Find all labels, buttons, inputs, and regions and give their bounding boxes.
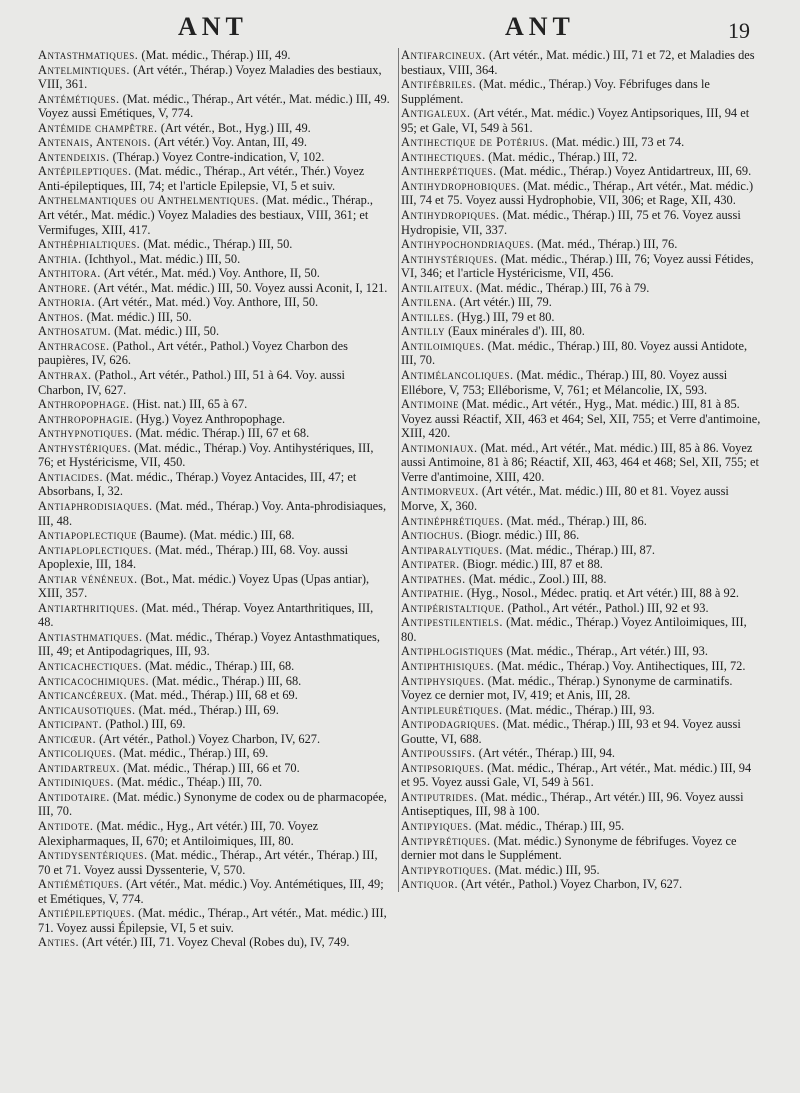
index-entry xyxy=(401,397,763,441)
index-entry xyxy=(38,397,390,412)
entry-headword: Antépileptiques. xyxy=(38,164,132,179)
index-entry xyxy=(38,193,390,237)
entry-body: (Mat. médic.) III, 73 et 74. xyxy=(548,135,685,150)
entry-body: (Art vétér., Mat. méd.) Voy. Anthore, III, 50. xyxy=(95,295,319,310)
entry-body: (Mat. médic., Thérap., Art vétér., Mat. médic.) III, 94 et 95. Voyez aussi Gale, VI, 549 à 561. xyxy=(401,760,752,790)
entry-body: (Mat. médic., Thérap.) III, 76 à 79. xyxy=(473,280,650,295)
entry-body: (Mat. méd., Thérap.) III, 68. Voy. aussi Apoplexie, III, 184. xyxy=(38,542,349,572)
index-entry xyxy=(401,179,763,208)
entry-body: (Pathol., Art vétér., Pathol.) III, 92 et 93. xyxy=(504,600,709,615)
entry-body: (Mat. médic., Thérap.) Voy. Antihectiques, III, 72. xyxy=(494,658,746,673)
index-entry xyxy=(401,208,763,237)
entry-body: (Mat. médic., Thérap., Art vétér., Mat. médic.) III, 71. Voyez aussi Épilepsie, VI, 5 et suiv. xyxy=(38,906,387,935)
entry-body: (Art vétér., Pathol.) Voyez Charbon, IV, 627. xyxy=(96,731,321,746)
entry-body: (Pathol., Art vétér., Pathol.) III, 51 à 64. Voy. aussi Charbon, IV, 627. xyxy=(38,368,345,397)
entry-body: (Mat. médic., Hyg., Art vétér.) III, 70. Voyez Alexipharmaques, II, 670; et Antiloimiques, III, 80. xyxy=(38,818,319,848)
entry-body: (Mat. médic., Thérap., Art vétér., Mat. médic.) Voyez Maladies des bestiaux, VIII, 361; et Vermifuges, XIII, 417. xyxy=(38,193,373,237)
index-entry xyxy=(401,659,763,674)
entry-body: (Art vétér., Bot., Hyg.) III, 49. xyxy=(157,120,311,135)
entry-body: (Mat. médic.) III, 50. xyxy=(83,309,192,324)
entry-headword: Anthéphialtiques. xyxy=(38,237,141,252)
entry-body: (Eaux minérales d'). III, 80. xyxy=(445,324,585,339)
page-number: 19 xyxy=(728,18,750,43)
entry-headword: Antidote. xyxy=(38,818,94,833)
entry-body: (Mat. médic., Thérap.) III, 49. xyxy=(138,48,291,62)
entry-body: (Art vétér., Thérap.) Voyez Maladies des bestiaux, VIII, 361. xyxy=(38,62,382,92)
index-entry xyxy=(38,674,390,689)
entry-headword: Antilaiteux. xyxy=(401,280,474,295)
entry-body: (Mat. médic., Thérap.) III, 80. Voyez aussi Antidote, III, 70. xyxy=(401,338,748,368)
index-entry xyxy=(401,644,763,659)
entry-headword: Antipestilentiels. xyxy=(401,615,504,630)
index-entry xyxy=(401,819,763,834)
entry-headword: Antipyiques. xyxy=(401,818,473,833)
entry-body: (Biogr. médic.) III, 87 et 88. xyxy=(459,557,603,572)
entry-body: (Mat. méd., Thérap.) III, 76. xyxy=(534,237,678,252)
index-entry xyxy=(38,935,390,950)
entry-body: (Mat. médic., Thérap., Art vétér., Mat. médic.) III, 49. Voyez aussi Emétiques, V, 774. xyxy=(38,91,390,121)
index-entry xyxy=(401,834,763,863)
entry-headword: Antipodagriques. xyxy=(401,717,500,732)
entry-body: (Mat. médic., Thérap.) Synonyme de carminatifs. Voyez ce dernier mot, IV, 419; et Anis, III, 28. xyxy=(401,673,733,703)
index-entry xyxy=(38,324,390,339)
entry-body: (Art vétér., Mat. médic.) III, 71 et 72, et Maladies des bestiaux, VIII, 364. xyxy=(401,48,755,77)
entry-headword: Antiherpétiques. xyxy=(401,164,497,179)
index-entry xyxy=(401,514,763,529)
index-entry xyxy=(401,252,763,281)
entry-headword: Antiaphrodisiaques. xyxy=(38,498,153,513)
index-entry xyxy=(38,790,390,819)
entry-body: (Mat. médic.) Synonyme de codex ou de pharmacopée, III, 70. xyxy=(38,789,387,819)
entry-headword: Anthropophage. xyxy=(38,397,130,412)
entry-headword: Anticoliques. xyxy=(38,746,117,761)
index-entry xyxy=(401,746,763,761)
entry-headword: Antilena. xyxy=(401,295,457,310)
entry-body: (Mat. médic., Thérap.) Voyez Antasthmatiques, III, 49; et Antipodagriques, III, 93. xyxy=(38,629,380,659)
index-entry xyxy=(38,543,390,572)
entry-headword: Antimoine xyxy=(401,397,459,412)
entry-body: (Art vétér., Mat. méd.) Voy. Anthore, II, 50. xyxy=(100,266,320,281)
entry-body: (Mat. médic., Thérap.) Voyez Antacides, III, 47; et Absorbans, I, 32. xyxy=(38,469,357,499)
entry-body: (Baume). (Mat. médic.) III, 68. xyxy=(136,528,295,543)
entry-body: (Art vétér.) III, 71. Voyez Cheval (Robes du), IV, 749. xyxy=(79,935,350,950)
running-head-right: ANT xyxy=(505,12,575,41)
entry-headword: Anthystériques. xyxy=(38,440,132,455)
entry-headword: Antenais, Antenois. xyxy=(38,135,151,150)
index-entry xyxy=(38,121,390,136)
index-entry xyxy=(38,877,390,906)
entry-body: (Mat. médic., Thérap.) III, 75 et 76. Voyez aussi Hydropisie, VII, 337. xyxy=(401,208,741,237)
entry-headword: Antidiniques. xyxy=(38,775,115,790)
entry-headword: Antifébriles. xyxy=(401,77,477,92)
left-column xyxy=(38,48,390,950)
page-header xyxy=(0,10,800,50)
index-entry xyxy=(401,339,763,368)
entry-headword: Antihectique de Potérius. xyxy=(401,135,549,150)
index-entry xyxy=(401,441,763,485)
index-entry xyxy=(401,528,763,543)
index-entry xyxy=(401,237,763,252)
entry-body: (Mat. médic., Thérap.) Voy. Antihystériques, III, 76; et Hystéricisme, VII, 450. xyxy=(38,440,374,470)
entry-headword: Antihydrophobiques. xyxy=(401,178,521,193)
entry-headword: Antendeixis. xyxy=(38,149,110,164)
entry-headword: Antimorveux. xyxy=(401,484,479,499)
entry-headword: Antiacides. xyxy=(38,469,104,484)
entry-body: (Mat. médic., Thérap.) III, 87. xyxy=(502,542,656,557)
entry-headword: Anthia. xyxy=(38,251,82,266)
entry-headword: Anticancéreux. xyxy=(38,688,128,703)
entry-headword: Antifarcineux. xyxy=(401,48,486,62)
index-entry xyxy=(38,688,390,703)
index-entry xyxy=(401,295,763,310)
index-entry xyxy=(401,106,763,135)
entry-body: (Art vétér., Pathol.) Voyez Charbon, IV, 627. xyxy=(458,877,683,892)
entry-body: (Mat. médic., Thérap.) III, 72. xyxy=(485,149,638,164)
entry-headword: Antiloimiques. xyxy=(401,338,485,353)
entry-headword: Antelmintiques. xyxy=(38,62,131,77)
entry-body: (Hist. nat.) III, 65 à 67. xyxy=(129,397,248,412)
entry-body: (Mat. médic.) III, 95. xyxy=(491,862,600,877)
index-entry xyxy=(401,601,763,616)
entry-body: (Bot., Mat. médic.) Voyez Upas (Upas antiar), XIII, 357. xyxy=(38,571,370,601)
index-entry xyxy=(38,601,390,630)
entry-headword: Anticachectiques. xyxy=(38,658,143,673)
entry-body: (Art vétér.) III, 79. xyxy=(456,295,552,310)
index-entry xyxy=(401,717,763,746)
index-entry xyxy=(38,92,390,121)
entry-headword: Antipyrotiques. xyxy=(401,862,492,877)
entry-body: (Mat. médic., Thérap., Art vétér., Thér.) Voyez Anti-épileptiques, III, 74; et l'article Epilepsie, VI, 5 et suiv. xyxy=(38,164,365,193)
entry-headword: Antigaleux. xyxy=(401,106,471,121)
entry-body: (Thérap.) Voyez Contre-indication, V, 102. xyxy=(109,149,325,164)
index-entry xyxy=(401,281,763,296)
index-entry xyxy=(38,310,390,325)
entry-headword: Anthropophagie. xyxy=(38,411,134,426)
entry-body: (Pathol., Art vétér., Pathol.) Voyez Charbon des paupières, IV, 626. xyxy=(38,338,348,368)
index-entry xyxy=(38,63,390,92)
right-column xyxy=(398,48,763,892)
entry-body: (Mat. médic., Thérap.) Voyez Antiloimiques, III, 80. xyxy=(401,615,747,644)
index-entry xyxy=(401,674,763,703)
index-entry xyxy=(38,368,390,397)
index-entry xyxy=(38,819,390,848)
index-entry xyxy=(38,761,390,776)
entry-body: (Mat. méd., Thérap.) III, 86. xyxy=(503,513,647,528)
entry-headword: Antimoniaux. xyxy=(401,440,478,455)
entry-body: (Mat. médic., Thérap.) III, 69. xyxy=(116,746,269,761)
entry-body: (Mat. médic., Thérap.) III, 68. xyxy=(142,658,295,673)
entry-body: (Art vétér., Mat. médic.) Voy. Antémétiques, III, 49; et Emétiques, V, 774. xyxy=(38,877,384,906)
index-entry xyxy=(38,48,390,63)
entry-headword: Anties. xyxy=(38,935,80,950)
entry-headword: Antimélancoliques. xyxy=(401,368,514,383)
entry-body: (Mat. méd., Thérap. Voyez Antarthritiques, III, 48. xyxy=(38,600,374,630)
entry-headword: Anticacochimiques. xyxy=(38,673,150,688)
entry-headword: Anthypnotiques. xyxy=(38,426,133,441)
entry-headword: Anticipant. xyxy=(38,717,103,732)
index-entry xyxy=(38,470,390,499)
index-entry xyxy=(401,368,763,397)
entry-headword: Antilles. xyxy=(401,309,455,324)
index-entry xyxy=(38,266,390,281)
entry-body: (Art vétér., Mat. médic.) III, 50. Voyez aussi Aconit, I, 121. xyxy=(90,280,388,295)
running-head-left: ANT xyxy=(178,12,248,41)
entry-headword: Anthore. xyxy=(38,280,91,295)
entry-body: (Mat. médic., Thérap., Art vétér.) III, 93. xyxy=(503,644,708,659)
entry-body: (Biogr. médic.) III, 86. xyxy=(463,528,580,543)
entry-headword: Anthosatum. xyxy=(38,324,112,339)
index-entry xyxy=(38,412,390,427)
entry-headword: Antihectiques. xyxy=(401,149,486,164)
entry-headword: Anticausotiques. xyxy=(38,702,136,717)
index-entry xyxy=(38,746,390,761)
index-entry xyxy=(38,732,390,747)
entry-body: (Mat. médic. Thérap.) III, 67 et 68. xyxy=(132,426,310,441)
index-entry xyxy=(38,339,390,368)
entry-headword: Anthelmantiques ou Anthelmentiques. xyxy=(38,193,259,208)
entry-headword: Antihystériques. xyxy=(401,251,498,266)
entry-headword: Antiphthisiques. xyxy=(401,658,495,673)
index-entry xyxy=(38,528,390,543)
entry-body: (Mat. médic., Art vétér., Hyg., Mat. médic.) III, 81 à 85. Voyez aussi Réactif, XII, 463 et 464; Sel, XII, 755; et Verre d'antimoine, XIII, 420. xyxy=(401,397,761,441)
entry-body: (Mat. médic., Thérap.) III, 95. xyxy=(472,818,625,833)
entry-headword: Antiaploplectiques. xyxy=(38,542,153,557)
entry-headword: Antiparalytiques. xyxy=(401,542,503,557)
index-entry xyxy=(38,630,390,659)
entry-body: (Mat. méd., Thérap.) III, 69. xyxy=(135,702,279,717)
entry-headword: Antipsoriques. xyxy=(401,760,485,775)
entry-headword: Antipéristaltique. xyxy=(401,600,505,615)
entry-headword: Anthitora. xyxy=(38,266,101,281)
index-entry xyxy=(38,848,390,877)
entry-headword: Antihydropiques. xyxy=(401,208,500,223)
entry-headword: Antilly xyxy=(401,324,446,339)
entry-body: (Art vétér.) Voy. Antan, III, 49. xyxy=(151,135,307,150)
index-entry xyxy=(38,426,390,441)
entry-body: (Art vétér., Thérap.) III, 94. xyxy=(475,746,616,761)
entry-body: (Mat. méd., Thérap.) Voy. Anta-phrodisiaques, III, 48. xyxy=(38,498,387,528)
index-entry xyxy=(401,586,763,601)
index-entry xyxy=(401,324,763,339)
index-entry xyxy=(401,703,763,718)
index-entry xyxy=(38,717,390,732)
entry-headword: Antipyrétiques. xyxy=(401,833,491,848)
entry-headword: Antiar vénéneux. xyxy=(38,571,138,586)
index-entry xyxy=(401,615,763,644)
entry-headword: Antiapoplectique xyxy=(38,528,137,543)
entry-body: (Mat. médic., Thérap.) III, 66 et 70. xyxy=(120,760,300,775)
entry-body: (Mat. médic., Thérap., Art vétér., Mat. médic.) III, 74 et 75. Voyez aussi Hydrophobie, VII, 306; et Rage, XII, 430. xyxy=(401,178,754,208)
entry-body: (Mat. méd., Art vétér., Mat. médic.) III, 85 à 86. Voyez aussi Antimoine, 81 à 86; Réactif, XII, 463, 464 et 468; Sel, XII, 755; et Verre d'antimoine, XIII, 420. xyxy=(401,440,759,484)
entry-headword: Antiphlogistiques xyxy=(401,644,504,659)
entry-body: (Mat. médic.) III, 50. xyxy=(111,324,220,339)
entry-headword: Antipleurétiques. xyxy=(401,702,503,717)
index-entry xyxy=(38,281,390,296)
index-entry xyxy=(38,164,390,193)
entry-body: (Art vétér., Mat. médic.) III, 80 et 81. Voyez aussi Morve, X, 360. xyxy=(401,484,729,513)
entry-headword: Antidotaire. xyxy=(38,789,110,804)
index-entry xyxy=(38,499,390,528)
entry-body: (Mat. médic., Thérap.) Voyez Antidartreux, III, 69. xyxy=(496,164,752,179)
index-entry xyxy=(401,790,763,819)
entry-headword: Antihypochondriaques. xyxy=(401,237,535,252)
entry-body: (Ichthyol., Mat. médic.) III, 50. xyxy=(81,251,241,266)
entry-body: (Mat. médic., Thérap., Art vétér.) III, 96. Voyez aussi Antiseptiques, III, 98 à 100. xyxy=(401,789,744,819)
entry-headword: Antipoussifs. xyxy=(401,746,476,761)
entry-body: (Mat. médic., Thérap.) III, 76; Voyez aussi Fétides, VI, 346; et l'article Hystéricisme, VII, 456. xyxy=(401,251,754,281)
entry-headword: Antiépileptiques. xyxy=(38,906,136,921)
entry-headword: Antipathes. xyxy=(401,571,466,586)
entry-headword: Antipater. xyxy=(401,557,460,572)
entry-headword: Antémétiques. xyxy=(38,91,120,106)
entry-body: (Hyg., Nosol., Médec. pratiq. et Art vétér.) III, 88 à 92. xyxy=(463,586,739,601)
index-entry xyxy=(38,906,390,935)
entry-headword: Antinéphrétiques. xyxy=(401,513,504,528)
entry-body: (Mat. médic., Thérap.) III, 50. xyxy=(140,237,293,252)
entry-headword: Antidysentériques. xyxy=(38,848,148,863)
index-entry xyxy=(38,150,390,165)
index-entry xyxy=(401,77,763,106)
index-entry xyxy=(401,572,763,587)
entry-body: (Mat. méd., Thérap.) III, 68 et 69. xyxy=(127,688,298,703)
index-entry xyxy=(38,775,390,790)
entry-headword: Antipathie. xyxy=(401,586,464,601)
entry-body: (Mat. médic., Thérap., Art vétér., Thérap.) III, 70 et 71. Voyez aussi Dyssenterie, V, 570. xyxy=(38,848,378,877)
entry-headword: Antémide champêtre. xyxy=(38,120,158,135)
entry-headword: Antiémétiques. xyxy=(38,877,124,892)
index-entry xyxy=(38,252,390,267)
index-entry xyxy=(38,572,390,601)
entry-body: (Mat. médic.) Synonyme de fébrifuges. Voyez ce dernier mot dans le Supplément. xyxy=(401,833,737,863)
index-entry xyxy=(401,484,763,513)
entry-headword: Anticœur. xyxy=(38,731,97,746)
index-entry xyxy=(38,135,390,150)
entry-headword: Antiphysiques. xyxy=(401,673,485,688)
index-entry xyxy=(401,543,763,558)
entry-body: (Mat. médic., Thérap.) III, 93 et 94. Voyez aussi Goutte, VI, 688. xyxy=(401,717,741,746)
index-entry xyxy=(401,164,763,179)
entry-headword: Antasthmatiques. xyxy=(38,48,139,62)
index-entry xyxy=(38,295,390,310)
entry-headword: Anthoria. xyxy=(38,295,96,310)
index-entry xyxy=(401,48,763,77)
index-entry xyxy=(38,659,390,674)
entry-headword: Anthrax. xyxy=(38,368,92,383)
index-entry xyxy=(38,237,390,252)
entry-body: (Mat. médic., Thérap.) III, 93. xyxy=(502,702,655,717)
entry-headword: Antiquor. xyxy=(401,877,459,892)
entry-headword: Anthos. xyxy=(38,309,84,324)
entry-headword: Antiasthmatiques. xyxy=(38,629,143,644)
index-entry xyxy=(401,761,763,790)
entry-headword: Antiochus. xyxy=(401,528,464,543)
entry-body: (Mat. médic., Théap.) III, 70. xyxy=(114,775,263,790)
entry-headword: Antiarthritiques. xyxy=(38,600,139,615)
index-entry xyxy=(401,150,763,165)
entry-body: (Mat. médic., Thérap.) III, 80. Voyez aussi Ellébore, V, 753; Elléborisme, V, 761; et Mélancolie, IX, 593. xyxy=(401,368,728,397)
entry-body: (Mat. médic., Thérap.) Voy. Fébrifuges dans le Supplément. xyxy=(401,77,710,106)
index-entry xyxy=(38,703,390,718)
entry-body: (Hyg.) Voyez Anthropophage. xyxy=(133,411,286,426)
index-entry xyxy=(401,863,763,878)
index-entry xyxy=(401,877,763,892)
index-entry xyxy=(401,310,763,325)
entry-body: (Pathol.) III, 69. xyxy=(102,717,186,732)
entry-body: (Hyg.) III, 79 et 80. xyxy=(454,309,555,324)
index-entry xyxy=(401,135,763,150)
entry-body: (Art vétér., Mat. médic.) Voyez Antipsoriques, III, 94 et 95; et Gale, VI, 549 à 561. xyxy=(401,106,750,135)
index-entry xyxy=(401,557,763,572)
entry-body: (Mat. médic., Zool.) III, 88. xyxy=(465,571,607,586)
entry-headword: Anthracose. xyxy=(38,338,110,353)
entry-headword: Antiputrides. xyxy=(401,789,478,804)
index-entry xyxy=(38,441,390,470)
entry-body: (Mat. médic., Thérap.) III, 68. xyxy=(149,673,302,688)
entry-headword: Antidartreux. xyxy=(38,760,120,775)
